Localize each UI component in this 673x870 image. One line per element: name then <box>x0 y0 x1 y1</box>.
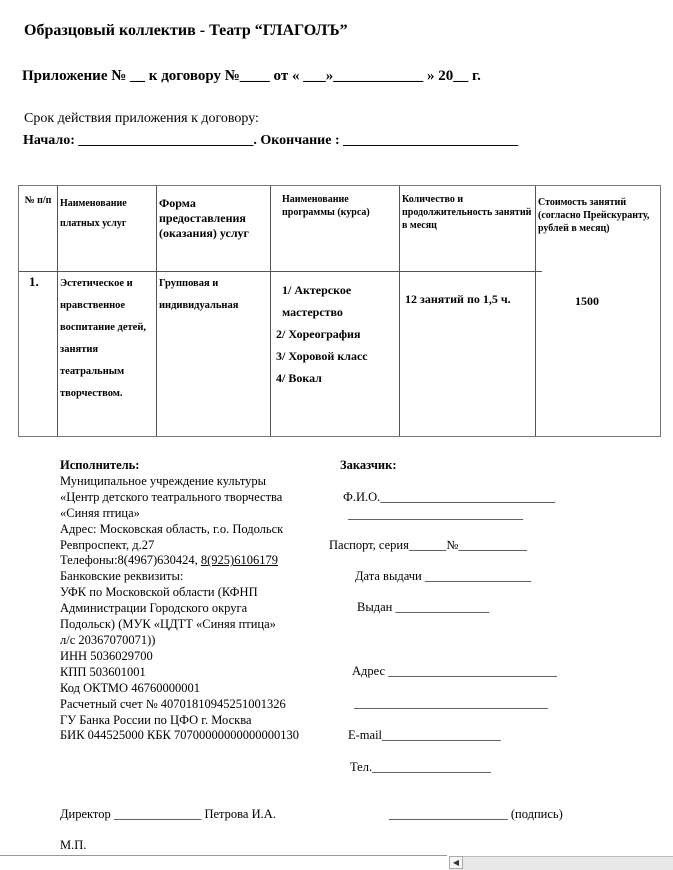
org-title: Образцовый коллектив - Театр “ГЛАГОЛЪ” <box>24 22 348 39</box>
header-form: Форма предоставления (оказания) услуг <box>159 196 250 240</box>
customer-phone: Тел.___________________ <box>350 760 491 774</box>
column-divider <box>156 186 157 436</box>
start-end-line: Начало: _________________________. Окончание : _________________________ <box>23 133 519 148</box>
header-num: № п/п <box>24 195 52 206</box>
program-item: 3/ Хоровой класс <box>276 349 368 363</box>
row-form: Групповая и индивидуальная <box>159 278 239 311</box>
executor-line: ГУ Банка России по ЦФО г. Москва <box>60 712 252 727</box>
table-row-divider <box>19 271 542 272</box>
customer-fio: Ф.И.О.____________________________ <box>343 490 556 504</box>
executor-label: Исполнитель: <box>60 458 140 472</box>
column-divider <box>399 186 400 436</box>
header-quantity: Количество и продолжительность занятий в месяц <box>402 194 532 231</box>
executor-line: «Центр детского театрального творчества <box>60 489 283 504</box>
customer-label: Заказчик: <box>340 458 397 472</box>
executor-line: «Синяя птица» <box>60 505 140 520</box>
column-divider <box>535 186 536 436</box>
director-line: Директор ______________ Петрова И.А. <box>60 807 276 821</box>
program-item: 2/ Хореография <box>276 327 361 341</box>
executor-line: Банковские реквизиты: <box>60 569 184 584</box>
customer-address: Адрес ___________________________ <box>352 664 557 678</box>
executor-line: Ревпроспект, д.27 <box>60 537 155 552</box>
executor-line: л/с 20367070071)) <box>60 632 156 647</box>
appendix-line: Приложение № __ к договору №____ от « ___»____________ » 20__ г. <box>22 68 481 84</box>
row-num: 1. <box>29 274 39 289</box>
executor-line: Расчетный счет № 40701810945251001326 <box>60 696 286 711</box>
program-item: 1/ Актерское мастерство <box>282 283 352 319</box>
services-table <box>18 185 661 437</box>
customer-issue-date: Дата выдачи _________________ <box>355 569 532 583</box>
executor-line: КПП 503601001 <box>60 664 146 679</box>
program-item: 4/ Вокал <box>276 371 322 385</box>
header-service: Наименование платных услуг <box>60 198 127 229</box>
customer-fio-line2: ____________________________ <box>348 507 523 521</box>
row-cost: 1500 <box>575 294 599 308</box>
scroll-left-icon[interactable]: ◀ <box>449 856 463 869</box>
header-program: Наименование программы (курса) <box>282 194 370 218</box>
row-quantity: 12 занятий по 1,5 ч. <box>405 292 511 306</box>
executor-line: БИК 044525000 КБК 70700000000000000130 <box>60 728 300 743</box>
executor-line: Адрес: Московская область, г.о. Подольск <box>60 521 284 536</box>
executor-line: Муниципальное учреждение культуры <box>60 473 267 488</box>
customer-issued-by: Выдан _______________ <box>357 600 490 614</box>
executor-line: ИНН 5036029700 <box>60 648 153 663</box>
executor-line: УФК по Московской области (КФНП <box>60 585 258 600</box>
customer-passport: Паспорт, серия______№___________ <box>329 538 528 552</box>
scrollbar-edge <box>0 855 447 857</box>
customer-address-line2: _______________________________ <box>354 696 548 710</box>
customer-email: E-mail___________________ <box>348 728 501 742</box>
column-divider <box>270 186 271 436</box>
executor-phones: Телефоны:8(4967)630424, 8(925)6106179 <box>60 553 278 568</box>
header-cost: Стоимость занятий (согласно Прейскуранту, рублей в месяц) <box>538 197 650 234</box>
row-program <box>276 279 396 389</box>
stamp-label: М.П. <box>60 838 87 852</box>
phone-link[interactable]: 8(925)6106179 <box>200 553 278 568</box>
executor-line: Подольск) (МУК «ЦДТТ «Синяя птица» <box>60 617 276 632</box>
executor-block <box>60 458 299 744</box>
row-service: Эстетическое и нравственное воспитание детей, занятия театральным творчеством. <box>60 278 146 399</box>
executor-line: Администрации Городского округа <box>60 601 248 616</box>
term-label: Срок действия приложения к договору: <box>24 111 259 126</box>
signature-line: ___________________ (подпись) <box>389 807 563 821</box>
horizontal-scrollbar[interactable] <box>449 856 673 870</box>
executor-line: Код ОКТМО 46760000001 <box>60 680 200 695</box>
column-divider <box>57 186 58 436</box>
